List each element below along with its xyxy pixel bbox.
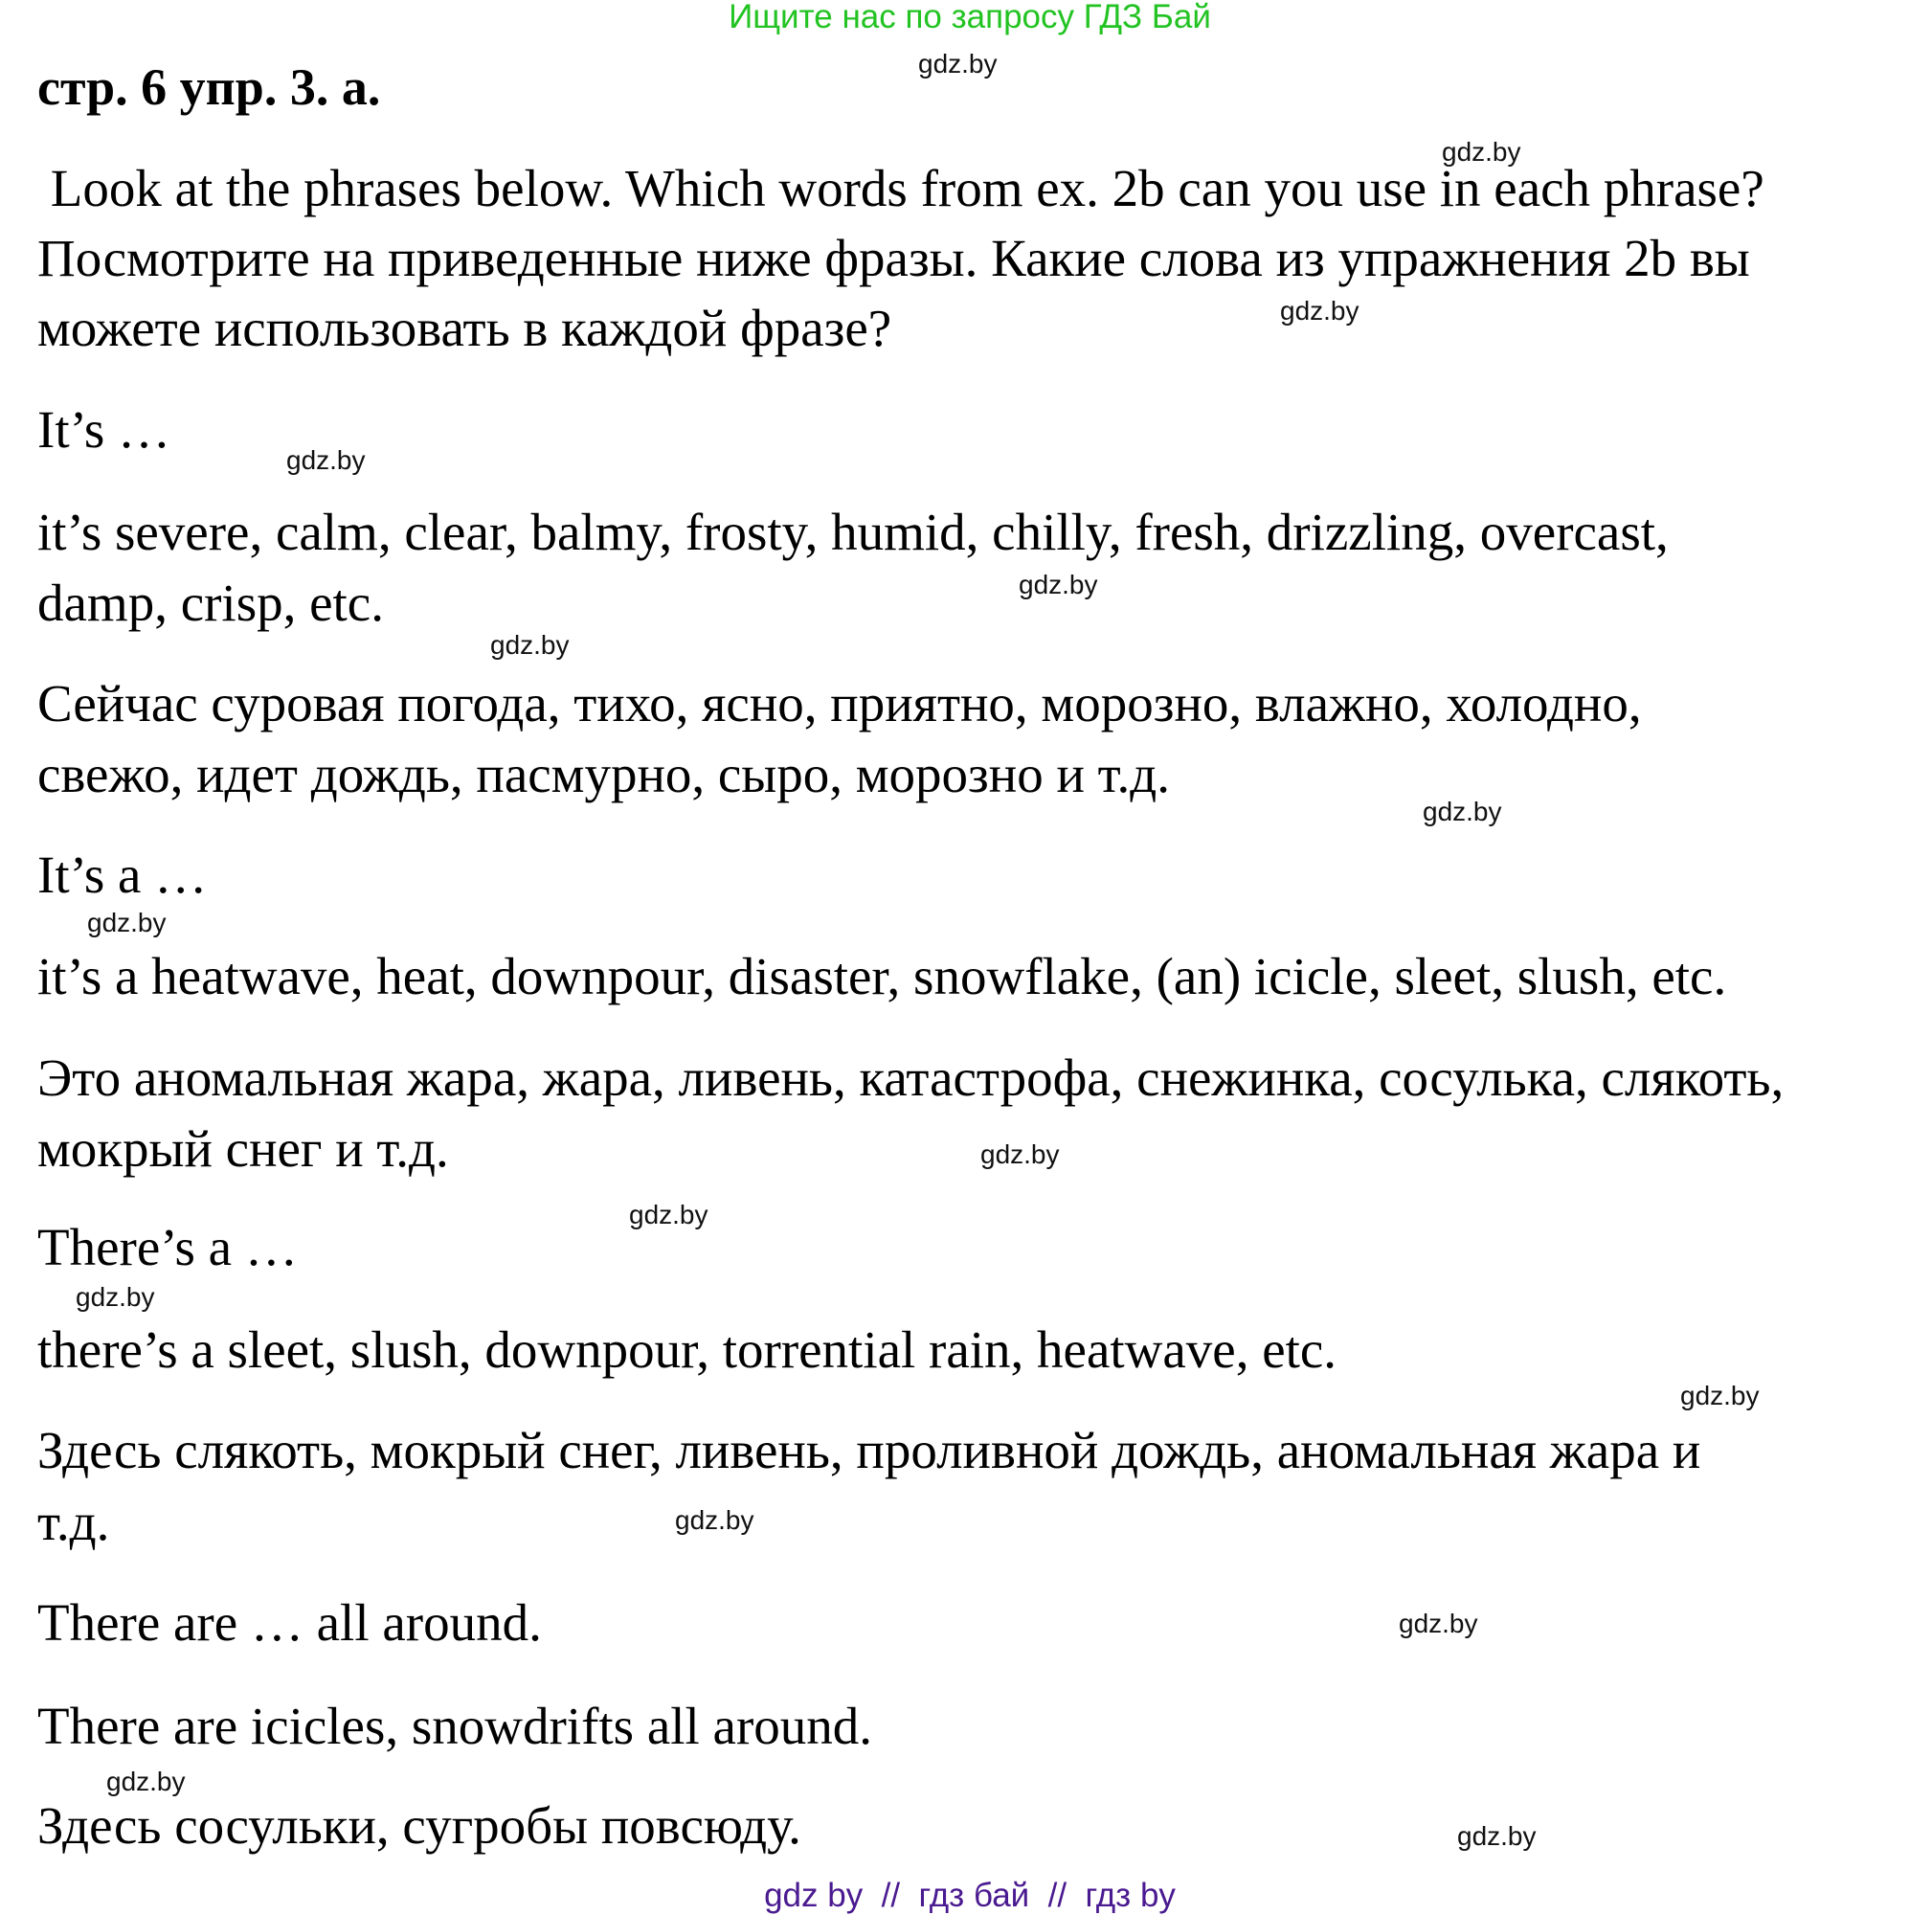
translation-its-a-2: мокрый снег и т.д.	[37, 1119, 449, 1178]
translation-its-a-1: Это аномальная жара, жара, ливень, катастрофа, снежинка, сосулька, слякоть,	[37, 1048, 1785, 1107]
watermark: gdz.by	[1423, 797, 1502, 826]
phrase-its-a: It’s a …	[37, 845, 208, 904]
watermark: gdz.by	[1680, 1381, 1760, 1410]
answer-its-a: it’s a heatwave, heat, downpour, disaster, snowflake, (an) icicle, sleet, slush, etc.	[37, 947, 1727, 1005]
watermark: gdz.by	[1442, 137, 1521, 167]
answer-its-2: damp, crisp, etc.	[37, 574, 384, 632]
translation-its-2: свежо, идет дождь, пасмурно, сыро, морозно и т.д.	[37, 745, 1171, 803]
watermark: gdz.by	[490, 630, 570, 660]
watermark: gdz.by	[918, 49, 998, 79]
instruction-ru-1: Посмотрите на приведенные ниже фразы. Какие слова из упражнения 2b вы	[37, 229, 1750, 287]
translation-theres-a-1: Здесь слякоть, мокрый снег, ливень, проливной дождь, аномальная жара и	[37, 1421, 1701, 1479]
translation-there-are: Здесь сосульки, сугробы повсюду.	[37, 1796, 801, 1855]
phrase-theres-a: There’s a …	[37, 1218, 298, 1276]
answer-its-1: it’s severe, calm, clear, balmy, frosty, humid, chilly, fresh, drizzling, overcast,	[37, 503, 1669, 561]
translation-its-1: Сейчас суровая погода, тихо, ясно, приятно, морозно, влажно, холодно,	[37, 674, 1642, 732]
watermark: gdz.by	[1280, 296, 1359, 326]
watermark: gdz.by	[980, 1139, 1060, 1169]
translation-theres-a-2: т.д.	[37, 1493, 110, 1551]
watermark: gdz.by	[1457, 1821, 1537, 1851]
footer-links: gdz by // гдз бай // гдз by	[764, 1877, 1176, 1914]
watermark: gdz.by	[76, 1282, 155, 1312]
answer-theres-a: there’s a sleet, slush, downpour, torrential rain, heatwave, etc.	[37, 1320, 1337, 1379]
watermark: gdz.by	[1019, 570, 1098, 599]
answer-there-are: There are icicles, snowdrifts all around.	[37, 1697, 873, 1755]
watermark: gdz.by	[629, 1200, 708, 1229]
search-banner: Ищите нас по запросу ГДЗ Бай	[729, 0, 1211, 35]
watermark: gdz.by	[1399, 1609, 1478, 1638]
phrase-its: It’s …	[37, 400, 171, 459]
watermark: gdz.by	[106, 1767, 186, 1796]
page-title: стр. 6 упр. 3. а.	[37, 58, 381, 116]
watermark: gdz.by	[87, 908, 167, 937]
watermark: gdz.by	[675, 1505, 754, 1535]
instruction-en: Look at the phrases below. Which words from ex. 2b can you use in each phrase?	[37, 159, 1764, 217]
watermark: gdz.by	[286, 445, 366, 475]
instruction-ru-2: можете использовать в каждой фразе?	[37, 299, 892, 357]
phrase-there-are: There are … all around.	[37, 1593, 542, 1652]
